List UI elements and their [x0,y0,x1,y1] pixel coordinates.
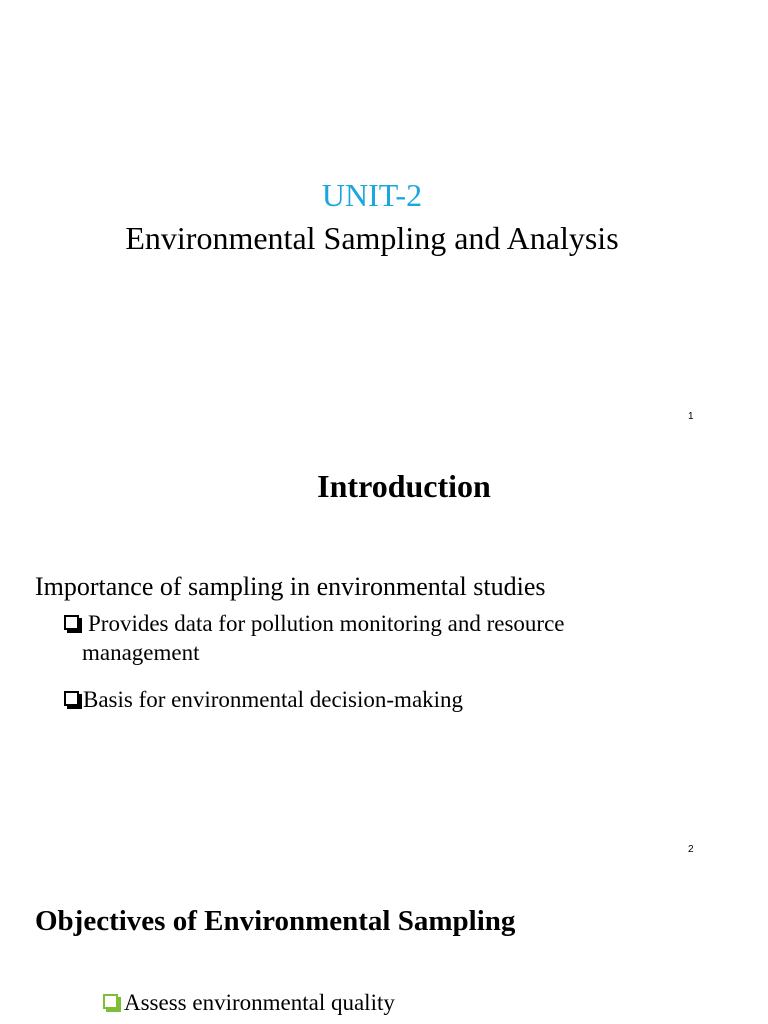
page-number: 1 [688,411,694,422]
bullet-text: Assess environmental quality [124,990,395,1015]
unit-title: UNIT-2 [321,177,423,213]
section-heading: Introduction [317,468,491,504]
square-bullet-icon [64,691,79,706]
bullet-text: Basis for environmental decision-making [83,687,464,712]
bullet-item [64,685,463,714]
section-heading: Objectives of Environmental Sampling [35,905,516,937]
page-number: 2 [688,844,694,855]
bullet-text: Provides data for pollution monitoring and resource [88,611,565,636]
bullet-text-continuation: management [82,640,200,665]
section-subheading: Importance of sampling in environmental studies [35,572,546,601]
main-title: Environmental Sampling and Analysis [125,220,619,256]
square-bullet-icon [64,615,79,630]
bullet-item [64,609,565,638]
bullet-item [103,988,395,1017]
square-bullet-icon [103,994,118,1009]
